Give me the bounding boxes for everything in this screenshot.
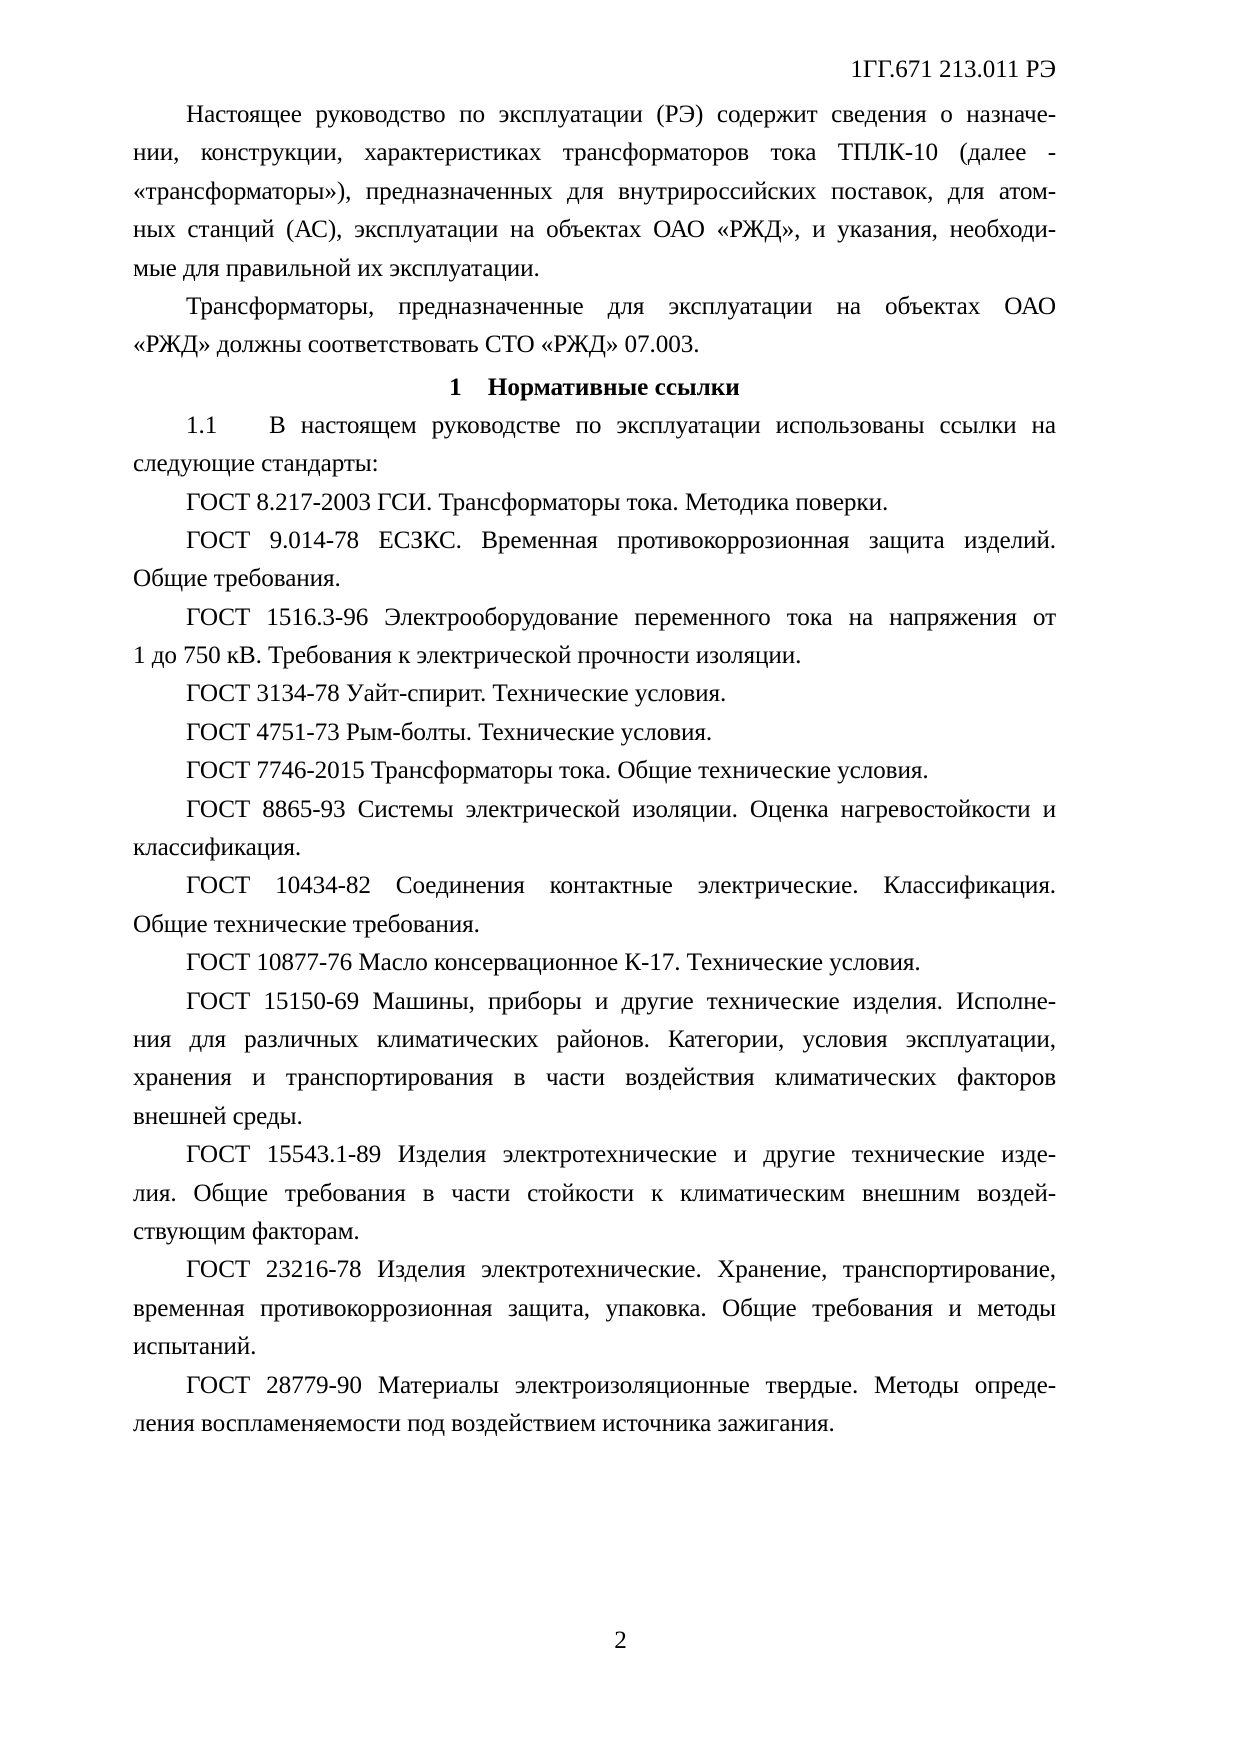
text-line: ГОСТ 8865-93 Системы электрической изоляции. Оценка нагревостойкости и [186,795,1056,823]
text-line: ГОСТ 28779-90 Материалы электроизоляционные твердые. Методы опреде- [186,1371,1056,1399]
references-list [133,484,1056,1444]
reference-item [133,752,1056,790]
text-line: нии, конструкции, характеристиках трансформаторов тока ТПЛК-10 (далее - [133,139,1056,167]
section-title: Нормативные ссылки [487,373,740,401]
text-line: 1 до 750 кВ. Требования к электрической прочности изоляции. [133,642,802,670]
text-line: внешней среды. [133,1102,303,1130]
text-line: хранения и транспортирования в части воздействия климатических факторов [133,1064,1056,1092]
text-line: ГОСТ 10877-76 Масло консервационное К-17. Технические условия. [186,949,921,977]
text-line: ГОСТ 9.014-78 ЕСЗКС. Временная противокоррозионная защита изделий. [186,526,1056,554]
text-line: Настоящее руководство по эксплуатации (РЭ) содержит сведения о назначе- [186,101,1056,128]
clause-text: В настоящем руководстве по эксплуатации использованы ссылки на [269,411,1056,439]
text-line: классификация. [133,834,302,862]
reference-item [133,944,1056,982]
reference-item [133,714,1056,752]
text-line [133,407,1056,445]
text-line: ГОСТ 8.217-2003 ГСИ. Трансформаторы тока. Методика поверки. [186,488,889,516]
text-line: ГОСТ 1516.3-96 Электрооборудование переменного тока на напряжения от [186,603,1056,631]
intro-paragraph-2 [133,288,1056,365]
text-line: ГОСТ 15543.1-89 Изделия электротехнические и другие технические изде- [186,1141,1056,1169]
reference-item [133,675,1056,713]
reference-item [133,1367,1056,1444]
reference-item [133,599,1056,676]
reference-item [133,522,1056,599]
section-heading [133,362,1056,413]
text-line: «РЖД» должны соответствовать СТО «РЖД» 07.003. [133,331,700,359]
section-number: 1 [449,373,462,401]
intro-paragraph-1 [133,96,1056,288]
reference-item [133,1251,1056,1366]
clause-number: 1.1 [186,411,218,439]
document-body [133,96,1056,1443]
reference-item [133,1136,1056,1251]
text-line: ГОСТ 4751-73 Рым-болты. Технические условия. [186,718,713,746]
reference-item [133,484,1056,522]
reference-item [133,983,1056,1137]
text-line: ных станций (АС), эксплуатации на объектах ОАО «РЖД», и указания, необходи- [133,216,1056,244]
clause-1-1 [133,407,1056,484]
text-line: ния для различных климатических районов. Категории, условия эксплуатации, [133,1025,1056,1053]
text-line: Трансформаторы, предназначенные для эксплуатации на объектах ОАО [186,292,1056,320]
text-line: Общие технические требования. [133,910,480,938]
text-line: следующие стандарты: [133,450,379,478]
text-line: ГОСТ 23216-78 Изделия электротехнические. Хранение, транспортирование, [186,1256,1056,1284]
text-line: лия. Общие требования в части стойкости к климатическим внешним воздей- [133,1179,1056,1207]
document-code: 1ГГ.671 213.011 РЭ [850,56,1056,83]
text-line: ГОСТ 15150-69 Машины, приборы и другие технические изделия. Исполне- [186,987,1056,1015]
reference-item [133,791,1056,868]
text-line: Общие требования. [133,565,341,593]
text-line: испытаний. [133,1333,257,1361]
text-line: «трансформаторы»), предназначенных для внутрироссийских поставок, для атом- [133,177,1056,205]
text-line: временная противокоррозионная защита, упаковка. Общие требования и методы [133,1294,1056,1322]
reference-item [133,867,1056,944]
text-line: ГОСТ 3134-78 Уайт-спирит. Технические условия. [186,680,727,708]
text-line: ГОСТ 10434-82 Соединения контактные электрические. Классификация. [186,872,1056,900]
text-line: ГОСТ 7746-2015 Трансформаторы тока. Общие технические условия. [186,757,929,785]
page-number: 2 [614,1627,627,1654]
text-line: ствующим факторам. [133,1217,360,1245]
text-line: ления воспламеняемости под воздействием источника зажигания. [133,1409,835,1437]
text-line: мые для правильной их эксплуатации. [133,254,540,282]
